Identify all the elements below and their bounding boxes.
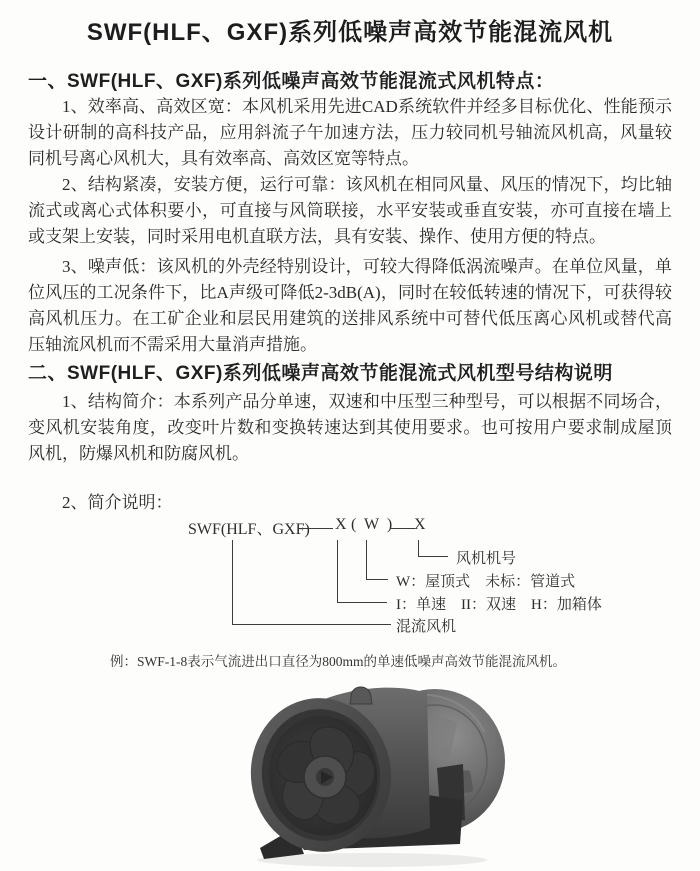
mixed-flow-fan-photo [222, 680, 517, 870]
callout-mixed-flow-fan: 混流风机 [396, 619, 457, 635]
model-formula-x2: X [414, 516, 426, 533]
model-formula-prefix: SWF(HLF、GXF) [188, 521, 310, 538]
section2-para1: 1、结构简介：本系列产品分单速，双速和中压型三种型号，可以根据不同场合，变风机安装角度，改变叶片数和变换转速达到其使用要求。也可按用户要求制成屋顶风机，防爆风机和防腐风机。 [28, 392, 672, 463]
section1-para3: 3、噪声低：该风机的外壳经特别设计，可较大得降低涡流噪声。在单位风量，单位风压的工况条件下，比A声级可降低2-3dB(A)，同时在较低转速的情况下，可获得较高风机压力。在工矿企业和层民用建筑的送排风系统中可替代低压离心风机或替代高压轴流风机而不需采用大量消声措施。 [28, 257, 672, 354]
callout-fan-number: 风机机号 [456, 551, 517, 567]
section2-heading: 二、SWF(HLF、GXF)系列低噪声高效节能混流式风机型号结构说明 [28, 363, 613, 384]
section2-subheading: 2、简介说明： [62, 493, 173, 512]
model-example-text: 例：SWF-1-8表示气流进出口直径为800mm的单速低噪声高效节能混流风机。 [110, 654, 566, 669]
section1-para1: 1、效率高、高效区宽：本风机采用先进CAD系统软件并经多目标优化、性能预示设计研制的高科技产品，应用斜流子午加速方法，压力较同机号轴流风机高，风量较同机号离心风机大，具有效率高、高效区宽等特点。 [28, 97, 672, 168]
callout-roof-type: W：屋顶式 未标：管道式 [396, 574, 576, 590]
model-formula-w: ( W ) [351, 516, 395, 533]
formula-dash-1 [299, 528, 333, 529]
fan-illustration [222, 680, 517, 870]
section1-heading: 一、SWF(HLF、GXF)系列低噪声高效节能混流式风机特点： [28, 71, 555, 92]
model-formula-x1: X [335, 516, 347, 533]
connector-line-fan-number [418, 540, 448, 557]
connector-line-roof [366, 540, 388, 580]
formula-dash-2 [390, 528, 415, 529]
section1-para2: 2、结构紧凑，安装方便，运行可靠：该风机在相同风量、风压的情况下，均比轴流式或离心式体积要小，可直接与风筒联接，水平安装或垂直安装，亦可直接在墙上或支架上安装，同时采用电机直联方法，具有安装、操作、使用方便的特点。 [28, 175, 672, 246]
callout-speed-type: I：单速 II：双速 H：加箱体 [396, 597, 602, 613]
page-title: SWF(HLF、GXF)系列低噪声高效节能混流风机 [86, 19, 614, 46]
